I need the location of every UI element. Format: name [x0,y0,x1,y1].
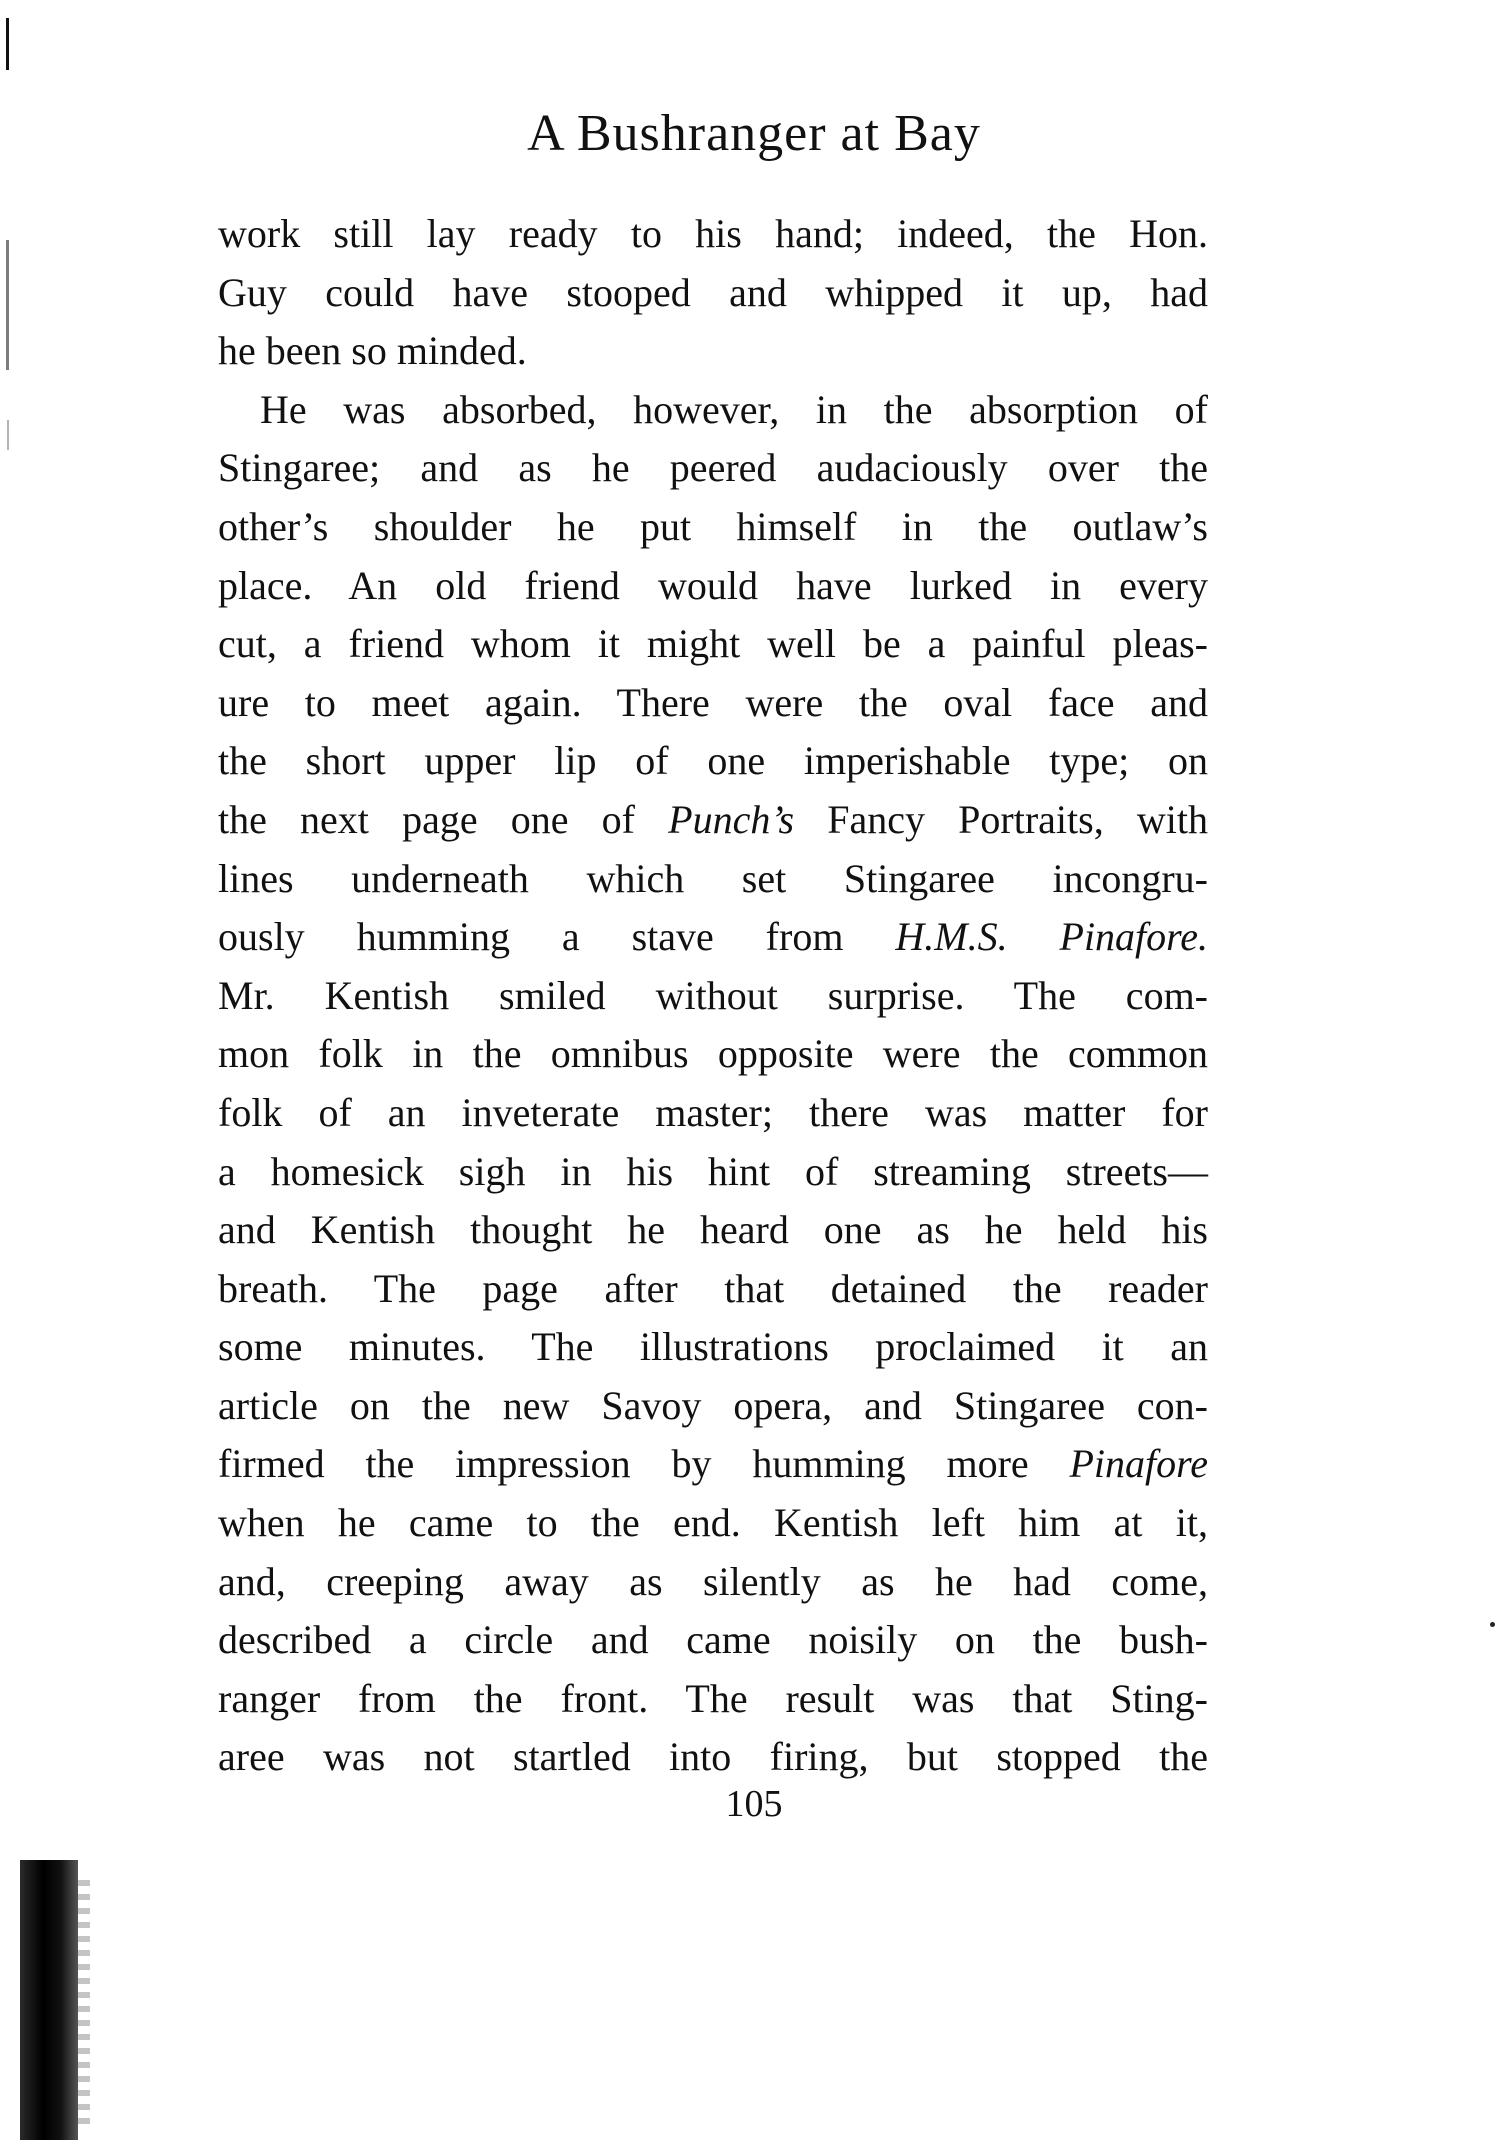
text-run: ously humming a stave from [218,914,896,960]
text-line [218,322,1208,381]
text-line [218,615,1208,674]
text-run: when he came to the end. Kentish left him at it, [218,1500,1208,1546]
text-line [218,1260,1208,1319]
text-run: firmed the impression by humming more [218,1441,1070,1487]
text-line [218,732,1208,791]
text-run: Stingaree; and as he peered audaciously over the [218,445,1208,491]
text-run: Fancy Portraits, with [794,796,1208,842]
text-run: he been so minded. [218,328,527,374]
text-line [218,557,1208,616]
text-line [218,791,1208,850]
text-run: and, creeping away as silently as he had come, [218,1558,1208,1604]
text-line [218,908,1208,967]
scan-edge-speck [6,240,9,370]
text-run: the short upper lip of one imperishable type; on [218,738,1208,784]
text-line [218,1025,1208,1084]
italic-text: Pinafore [1069,1441,1208,1487]
text-run: a homesick sigh in his hint of streaming streets— [218,1148,1208,1194]
text-line [218,1611,1208,1670]
italic-text: Punch’s [668,796,795,842]
text-line [218,439,1208,498]
italic-text: H.M.S. Pinafore. [895,914,1209,960]
text-line [218,1377,1208,1436]
text-line [218,1084,1208,1143]
text-line [218,850,1208,909]
text-line [218,264,1208,323]
text-line [218,967,1208,1026]
page-number: 105 [725,1783,783,1825]
text-run: mon folk in the omnibus opposite were the common [218,1031,1208,1077]
text-line [218,1494,1208,1553]
scan-binding-shadow [20,1860,78,2140]
text-line [218,498,1208,557]
text-line [218,1201,1208,1260]
text-line [218,1435,1208,1494]
text-run: ranger from the front. The result was that Sting- [218,1675,1208,1721]
text-run: folk of an inveterate master; there was matter for [218,1089,1208,1135]
text-run: the next page one of [218,796,669,842]
text-run: He was absorbed, however, in the absorption of [260,386,1208,432]
text-line [218,1553,1208,1612]
text-run: lines underneath which set Stingaree incongru- [218,855,1208,901]
text-run: ure to meet again. There were the oval face and [218,679,1208,725]
text-line [218,205,1208,264]
text-run: article on the new Savoy opera, and Stingaree con- [218,1382,1208,1428]
text-line [218,1318,1208,1377]
text-run: and Kentish thought he heard one as he held his [218,1207,1208,1253]
scan-edge-mark [6,18,9,70]
running-head: A Bushranger at Bay [527,105,981,162]
text-run: cut, a friend whom it might well be a painful pleas- [218,621,1208,667]
text-run: work still lay ready to his hand; indeed, the Hon. [218,211,1208,256]
text-line [218,381,1208,440]
scan-speck [1490,1622,1495,1627]
text-line [218,674,1208,733]
text-line [218,1728,1208,1787]
text-run: place. An old friend would have lurked in every [218,562,1208,608]
text-run: aree was not startled into firing, but stopped the [218,1734,1208,1780]
text-run: other’s shoulder he put himself in the outlaw’s [218,503,1208,549]
text-run: Mr. Kentish smiled without surprise. The com- [218,972,1208,1018]
text-run: some minutes. The illustrations proclaimed it an [218,1324,1208,1370]
text-run: Guy could have stooped and whipped it up, had [218,269,1208,315]
text-line [218,1143,1208,1202]
text-run: described a circle and came noisily on the bush- [218,1617,1208,1663]
scan-edge-speck [7,420,9,450]
body-text [218,205,1208,1787]
text-line [218,1670,1208,1729]
text-run: breath. The page after that detained the reader [218,1265,1208,1311]
